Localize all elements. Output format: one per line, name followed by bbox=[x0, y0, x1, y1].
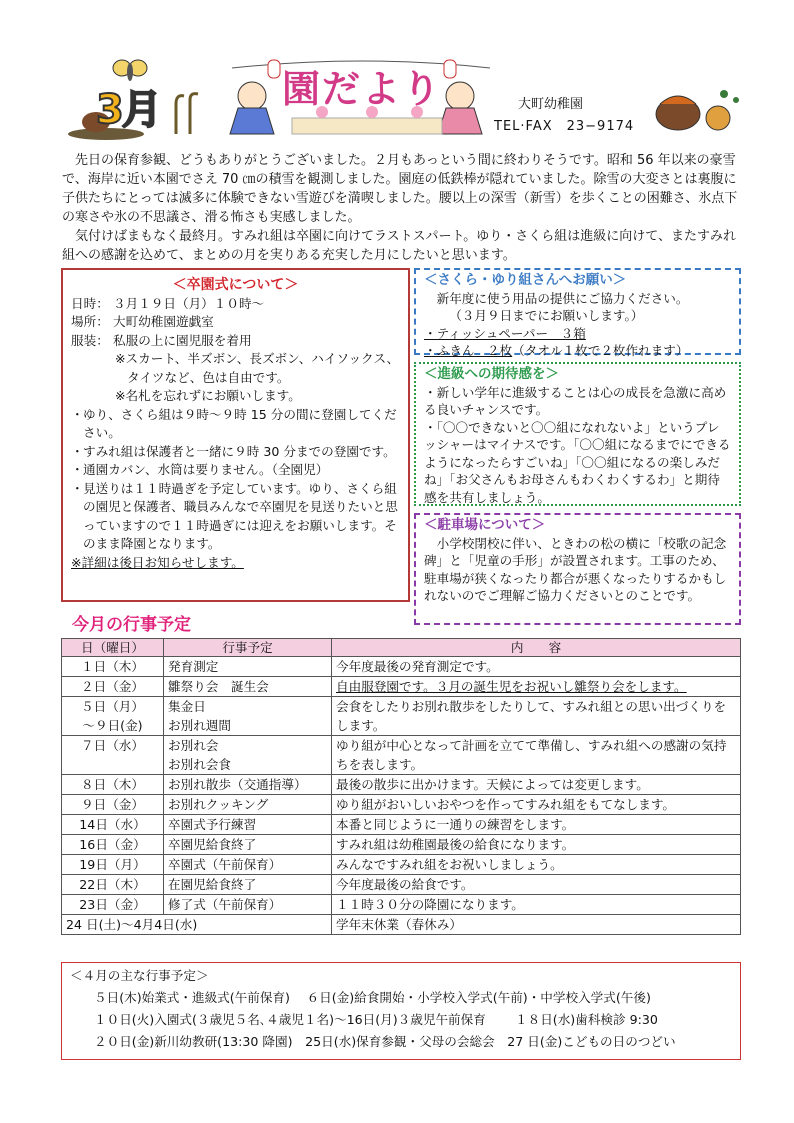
page-header bbox=[0, 0, 794, 150]
graduation-bullet: ・ ゆり、さくら組は９時〜９時 15 分の間に登園してください。 bbox=[71, 406, 397, 440]
april-line-2: １０日(火)入園式(３歳児５名､４歳児１名)〜16日(月)３歳児午前保育 １８日(水)歯科検診 9:30 bbox=[94, 1012, 658, 1027]
school-tel: TEL·FAX 23−9174 bbox=[494, 119, 635, 134]
table-row: ５日（月） 〜９日(金) 集金日 お別れ週間 会食をしたりお別れ散歩をしたりして、すみれ組との思い出づくりをします。 bbox=[62, 697, 741, 736]
fern-sprout-icon bbox=[168, 90, 208, 136]
graduation-title: ＜卒園式について＞ bbox=[172, 277, 299, 293]
parking-body: 小学校閉校に伴い、ときわの松の横に「校歌の記念碑」と「児童の手形」が設置されます。工事のため、駐車場が狭くなったり都合が悪くなったりするかもしれないのでご理解ご協力くださいとのことです。 bbox=[424, 535, 727, 603]
table-row: 22日（木） 在園児給食終了 今年度最後の給食です。 bbox=[62, 875, 741, 895]
parking-title: ＜駐車場について＞ bbox=[424, 517, 546, 533]
table-row: ９日（金） お別れクッキング ゆり組がおいしいおやつを作ってすみれ組をもてなします。 bbox=[62, 795, 741, 815]
table-header-row bbox=[62, 639, 741, 657]
dress-key: 服装： bbox=[71, 332, 109, 348]
shinkyu-title: ＜進級への期待感を＞ bbox=[424, 366, 559, 382]
table-row: １日（木） 発育測定 今年度最後の発育測定です。 bbox=[62, 657, 741, 677]
graduation-ceremony-box bbox=[61, 268, 410, 602]
april-line-3: ２０日(金)新川幼教研(13:30 降園) 25日(水)保育参観・父母の会総会 27 日(金)こどもの日のつどい bbox=[94, 1034, 676, 1049]
header-content: 内 容 bbox=[332, 639, 741, 657]
sakura-yuri-request-box bbox=[414, 268, 741, 358]
sakura-title: ＜さくら・ゆり組さんへお願い＞ bbox=[424, 272, 627, 288]
dress-value: 私服の上に園児服を着用 bbox=[113, 332, 252, 348]
table-row: ７日（水） お別れ会 お別れ会食 ゆり組が中心となって計画を立てて準備し、すみれ組への感謝の気持ちを表します。 bbox=[62, 736, 741, 775]
dress-note-2: ※名札を忘れずにお願いします。 bbox=[115, 388, 301, 403]
newsletter-title: 園だより bbox=[282, 67, 443, 111]
table-row: ８日（木） お別れ散歩（交通指導） 最後の散歩に出かけます。天候によっては変更します。 bbox=[62, 775, 741, 795]
graduation-place-row bbox=[71, 313, 400, 332]
sakura-item-1: ・ティッシュペーパー ３箱 bbox=[424, 325, 586, 341]
table-row: 16日（金） 卒園児給食終了 すみれ組は幼稚園最後の給食になります。 bbox=[62, 835, 741, 855]
events-table bbox=[61, 638, 741, 935]
table-row: ２日（金） 雛祭り会 誕生会 自由服登園です。３月の誕生児をお祝いし雛祭り会をします。 bbox=[62, 677, 741, 697]
shinkyu-bullet-1: ・新しい学年に進級することは心の成長を急激に高める良いチャンスです。 bbox=[424, 384, 727, 417]
date-value: ３月１９日（月）１０時〜 bbox=[113, 295, 265, 311]
sakura-line-1: 新年度に使う用品の提供にご協力ください。 bbox=[436, 290, 689, 306]
graduation-bullet: ・ 見送りは１１時過ぎを予定しています。ゆり、さくら組の園児と保護者、職員みんなで卒園児を見送りたいと思っていますので１１時過ぎには迎えをお願いします。そのまま降園となります。 bbox=[71, 480, 398, 551]
table-row: 19日（月） 卒園式（午前保育） みんなですみれ組をお祝いしましょう。 bbox=[62, 855, 741, 875]
date-key: 日時： bbox=[71, 295, 109, 311]
underlined-desc: 自由服登園です。３月の誕生児をお祝いし雛祭り会をします。 bbox=[336, 679, 687, 694]
dress-note-1: ※スカート、半ズボン、長ズボン、ハイソックス、タイツなど、色は自由です。 bbox=[115, 351, 400, 385]
promotion-expectation-box bbox=[414, 362, 741, 506]
school-name: 大町幼稚園 bbox=[518, 97, 584, 112]
table-row: 23日（金） 修了式（午前保育） １１時３０分の降園になります。 bbox=[62, 895, 741, 915]
table-row: 24 日(土)〜4月4日(水) 学年末休業（春休み） bbox=[62, 915, 741, 935]
intro-paragraph-1: 先日の保育参観、どうもありがとうございました。２月もあっという間に終わりそうです。昭和 56 年以来の豪雪で、海岸に近い本園でさえ 70 ㎝の積雪を観測しました。園庭の低鉄棒が隠れていました。除雪の大変さとは裏腹に子供たちにとっては滅多に体験できない雪遊びを満喫しました。腰以上の深雪（新雪）を歩くことの困難さ、氷点下の寒さや氷の不思議さ、滑る怖さも実感しました。 bbox=[62, 153, 738, 225]
header-date: 日（曜日） bbox=[62, 639, 164, 657]
header-event: 行事予定 bbox=[164, 639, 332, 657]
month-title: 3月 bbox=[96, 87, 160, 133]
graduation-dress-row bbox=[71, 332, 400, 351]
place-value: 大町幼稚園遊戯室 bbox=[113, 314, 214, 329]
april-events-box bbox=[61, 962, 741, 1060]
april-line-1: ５日(木)始業式・進級式(午前保育) ６日(金)給食開始・小学校入学式(午前)・中学校入学式(午後) bbox=[94, 990, 651, 1005]
events-heading: 今月の行事予定 bbox=[72, 615, 191, 635]
intro-paragraph-2: 気付けばまもなく最終月。すみれ組は卒園に向けてラストスパート。ゆり・さくら組は進級に向けて、またすみれ組への感謝を込めて、まとめの月を実りある充実した月にしたいと思います。 bbox=[62, 229, 737, 263]
graduation-date-row bbox=[71, 295, 400, 314]
april-title: ＜４月の主な行事予定＞ bbox=[70, 968, 209, 983]
parking-notice-box bbox=[414, 513, 741, 625]
graduation-footnote: ※詳細は後日お知らせします。 bbox=[71, 554, 244, 570]
graduation-bullet: ・ 通園カバン、水筒は要りません。（全園児） bbox=[71, 462, 329, 477]
butterfly-icon bbox=[112, 58, 148, 84]
place-key: 場所： bbox=[71, 314, 109, 329]
sakura-line-2: （３月９日までにお願いします。） bbox=[449, 308, 644, 323]
graduation-bullet: ・ すみれ組は保護者と一緒に９時 30 分までの登園です。 bbox=[71, 443, 396, 459]
sakura-item-2: ・ふきん ２枚（タオル１枚で２枚作れます） bbox=[424, 343, 689, 358]
intro-text bbox=[62, 151, 740, 265]
mole-icon bbox=[652, 84, 744, 134]
shinkyu-bullet-2: ・「〇〇できないと〇〇組になれないよ」というプレッシャーはマイナスです。「〇〇組になるまでにできるようになったらすごいね」「〇〇組になるの楽しみだね」「お父さんもお母さんもわくわくするわ」と期待感を共有しましょう。 bbox=[424, 419, 731, 505]
table-row: 14日（水） 卒園式予行練習 本番と同じように一通りの練習をします。 bbox=[62, 815, 741, 835]
